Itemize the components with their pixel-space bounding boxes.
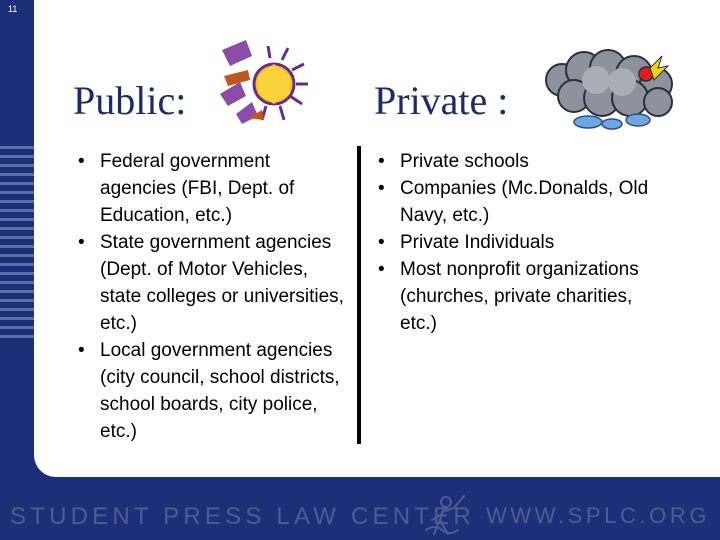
column-divider — [357, 146, 361, 444]
writer-figure-logo-icon — [424, 490, 472, 538]
list-item: • Companies (Mc.Donalds, Old Navy, etc.) — [378, 178, 649, 226]
footer-website: WWW.SPLC.ORG — [486, 503, 711, 528]
private-list — [378, 148, 658, 337]
list-item: • Private Individuals — [378, 232, 555, 253]
list-item: • Local government agencies (city council, school districts, school boards, city police, etc.) — [78, 340, 340, 442]
side-stripe-decoration — [0, 140, 34, 340]
list-item: • Federal government agencies (FBI, Dept. of Education, etc.) — [78, 151, 295, 226]
list-item: • State government agencies (Dept. of Motor Vehicles, state colleges or universities, etc.) — [78, 232, 344, 334]
storm-cloud-clipart-icon — [538, 46, 684, 132]
footer-org-name: STUDENT PRESS LAW CENTER — [10, 503, 475, 530]
list-item: • Private schools — [378, 151, 529, 172]
public-list — [78, 148, 346, 445]
public-heading: Public: — [73, 78, 187, 123]
list-item: • Most nonprofit organizations (churches, private charities, etc.) — [378, 259, 639, 334]
private-heading: Private : — [374, 78, 509, 123]
sun-clipart-icon — [218, 36, 318, 126]
slide-number: 11 — [8, 4, 18, 14]
